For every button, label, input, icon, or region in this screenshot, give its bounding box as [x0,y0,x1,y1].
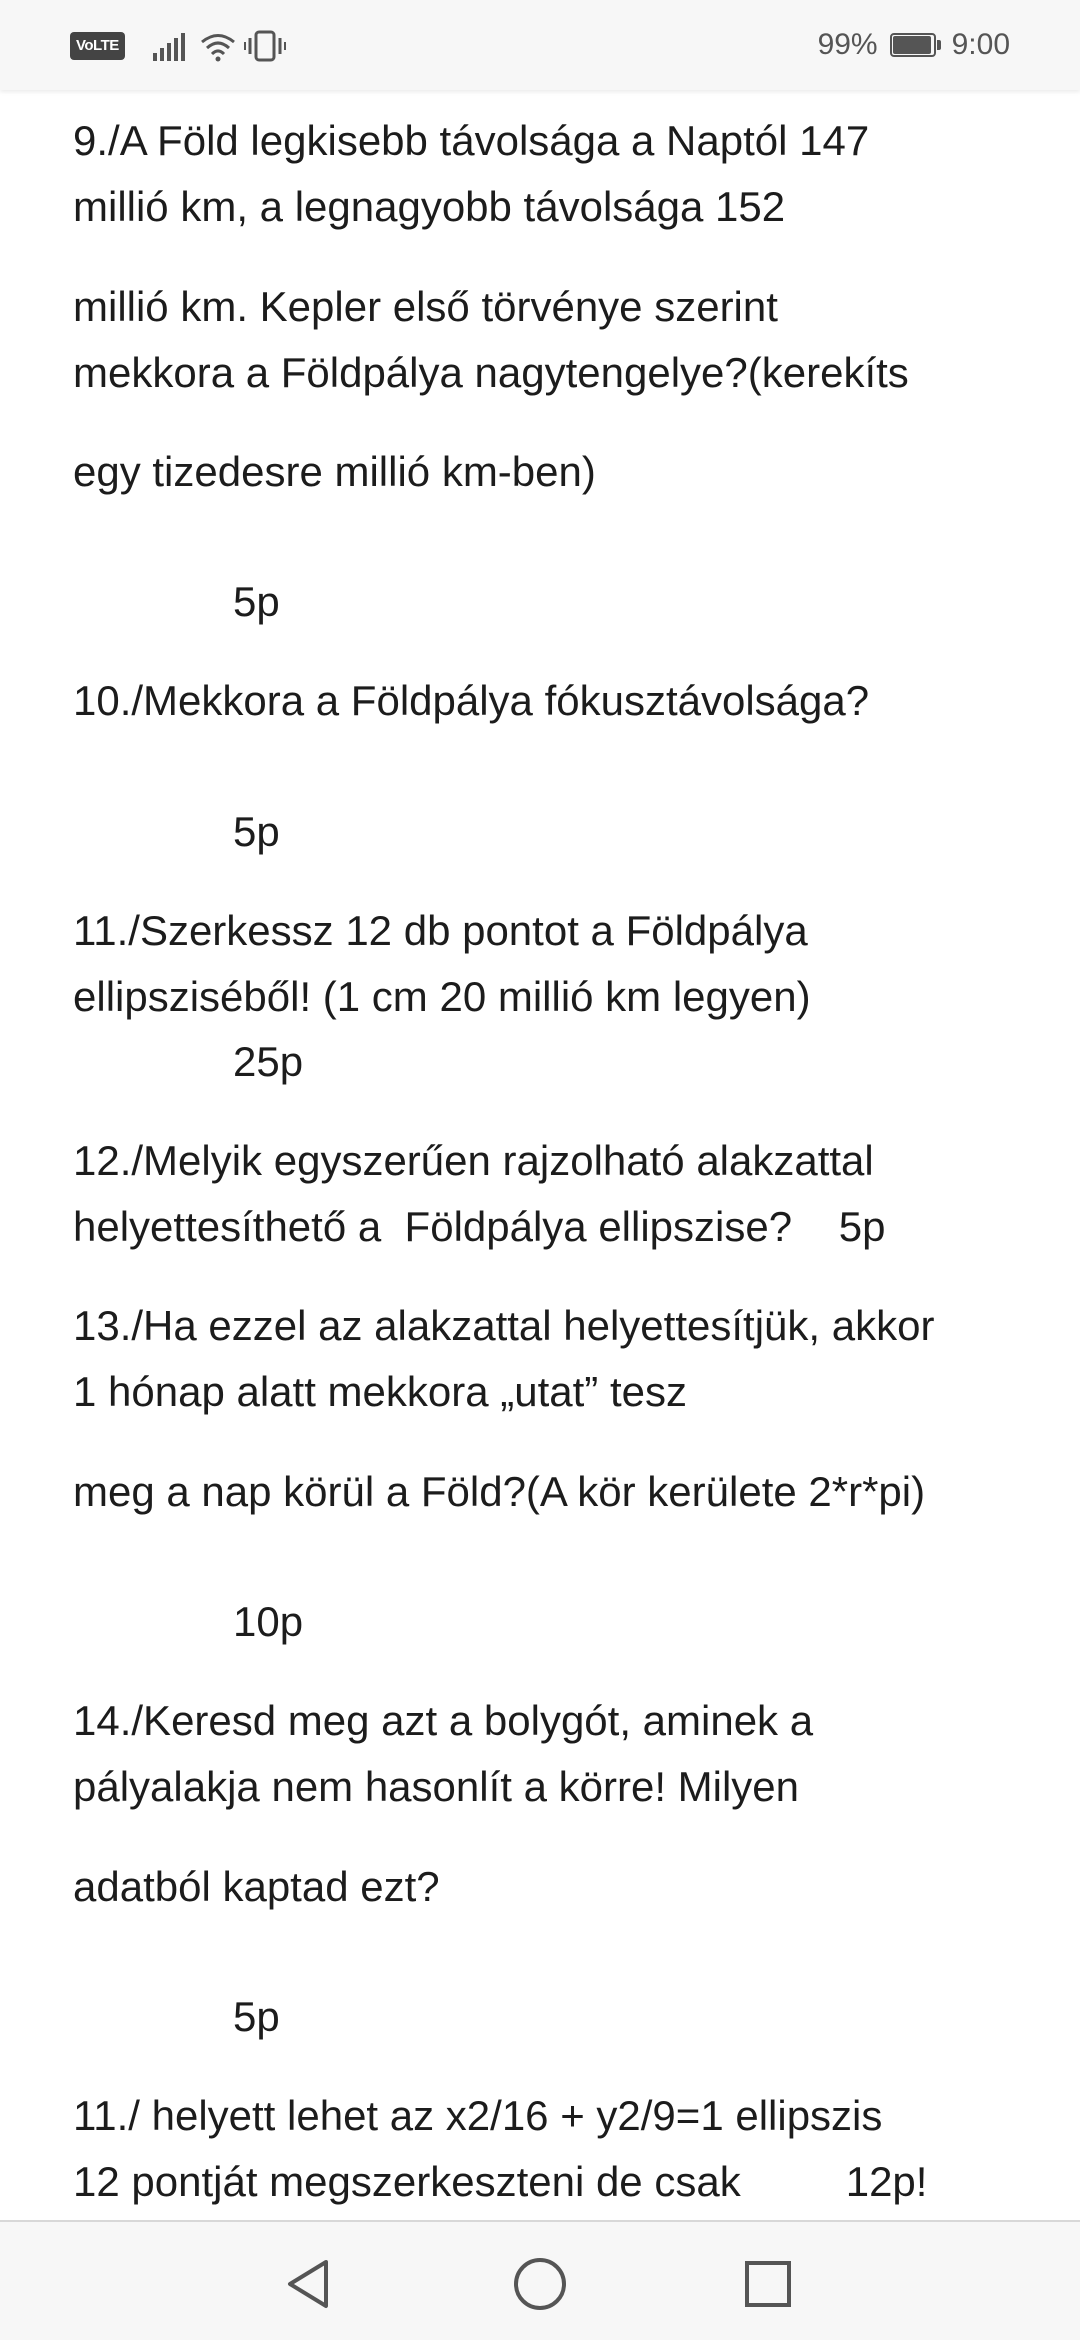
points-label: 25p [233,1038,304,1085]
battery-icon [890,33,942,57]
text-line: meg a nap körül a Föld?(A kör kerülete 2*r*pi) [73,1468,926,1515]
vibrate-icon [244,29,286,63]
clock: 9:00 [951,28,1010,61]
back-icon [284,2258,332,2310]
text-line: mekkora a Földpálya nagytengelye?(kerekíts [73,349,909,396]
text-line: millió km. Kepler első törvénye szerint [73,283,778,330]
battery-percent: 99% [817,28,878,61]
signal-icon [153,31,188,61]
text-line: helyettesíthető a Földpálya ellipszise? 5p [73,1203,886,1250]
back-button[interactable] [278,2254,338,2314]
home-icon [512,2256,568,2312]
home-button[interactable] [510,2254,570,2314]
status-icons-right [818,24,1010,66]
text-line: 9./A Föld legkisebb távolsága a Naptól 147 [73,117,870,164]
text-line: 12 pontját megszerkeszteni de csak 12p! [73,2158,928,2205]
status-bar [0,0,1080,90]
points-label: 5p [233,578,280,625]
status-icons-left [70,28,286,64]
text-line: pályalakja nem hasonlít a körre! Milyen [73,1763,800,1810]
points-label: 5p [233,808,280,855]
text-line: 14./Keresd meg azt a bolygót, aminek a [73,1697,814,1744]
text-line: 1 hónap alatt mekkora „utat” tesz [73,1368,687,1415]
text-line: egy tizedesre millió km-ben) [73,448,596,495]
wifi-icon [198,29,238,63]
recents-icon [743,2259,793,2309]
recents-button[interactable] [738,2254,798,2314]
text-line: 10./Mekkora a Földpálya fókusztávolsága? [73,677,870,724]
volte-badge: VoLTE [70,32,125,60]
text-line: 13./Ha ezzel az alakzattal helyettesítjük, akkor [73,1302,935,1349]
points-label: 10p [233,1598,304,1645]
text-line: 12./Melyik egyszerűen rajzolható alakzattal [73,1137,874,1184]
text-line: adatból kaptad ezt? [73,1863,440,1910]
navigation-bar [0,2220,1080,2340]
points-label: 5p [233,1993,280,2040]
text-line: 11./ helyett lehet az x2/16 + y2/9=1 ellipszis [73,2092,883,2139]
text-line: ellipsziséből! (1 cm 20 millió km legyen) [73,973,811,1020]
text-line: millió km, a legnagyobb távolsága 152 [73,183,786,230]
text-line: 11./Szerkessz 12 db pontot a Földpálya [73,907,808,954]
